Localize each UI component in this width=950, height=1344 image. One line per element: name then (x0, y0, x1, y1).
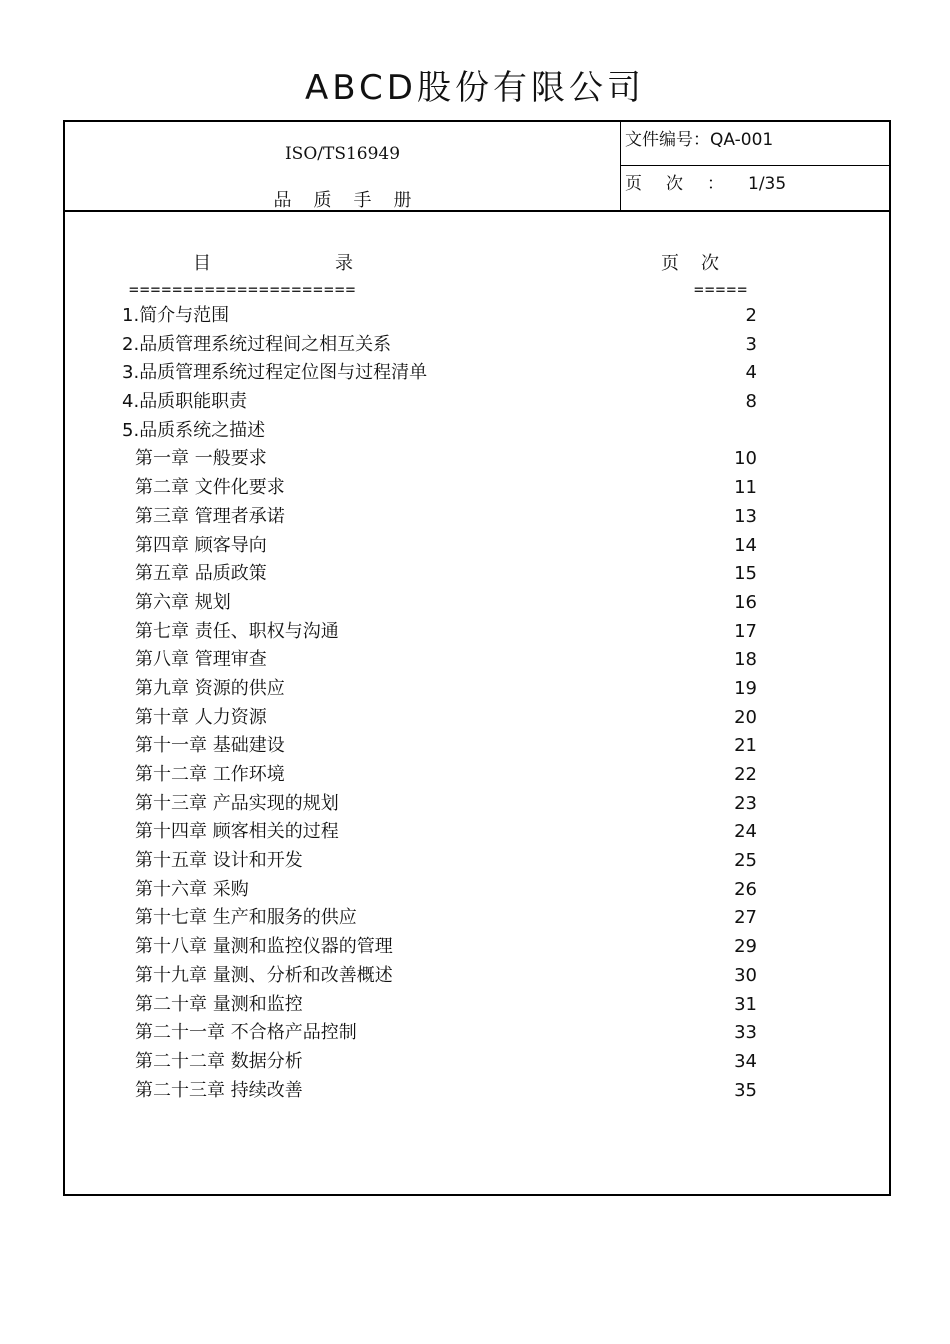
doc-number-label: 文件编号： (625, 130, 710, 150)
toc-entry-text: 第十三章 产品实现的规划 (135, 792, 339, 814)
toc-entry-title (122, 302, 229, 330)
toc-entry-page: 19 (734, 677, 757, 699)
toc-entry-text: 第五章 品质政策 (135, 563, 267, 585)
toc-entry (65, 589, 889, 618)
toc-entry-text: 第十四章 顾客相关的过程 (135, 821, 339, 843)
toc-entry-title (122, 417, 265, 445)
toc-entry (65, 933, 889, 962)
toc-entry-text: 第三章 管理者承诺 (135, 505, 285, 527)
toc-entry-page: 27 (734, 907, 757, 929)
toc-entry-number: 3. (122, 362, 140, 384)
manual-page-frame (63, 120, 891, 1196)
toc-entry-text: 第十一章 基础建设 (135, 735, 285, 757)
toc-entry-page: 17 (734, 620, 757, 642)
toc-entry (65, 445, 889, 474)
standard-name: ISO/TS16949 (284, 144, 401, 164)
toc-entry-page: 10 (734, 448, 757, 470)
toc-entry (65, 904, 889, 933)
toc-entry-text: 第二章 文件化要求 (135, 477, 285, 499)
toc-entry (65, 1048, 889, 1077)
toc-entry (65, 790, 889, 819)
toc-page-heading: 页次 (661, 253, 741, 274)
toc-entry-title (135, 646, 267, 674)
header-title-cell (65, 122, 621, 210)
toc-entry-text: 第一章 一般要求 (135, 448, 267, 470)
toc-entry (65, 991, 889, 1020)
toc-entry-text: 第十七章 生产和服务的供应 (135, 907, 357, 929)
company-title: ABCD股份有限公司 (305, 68, 645, 108)
toc-entry-page: 26 (734, 878, 757, 900)
toc-entry-title (135, 618, 339, 646)
toc-entry-title (135, 847, 303, 875)
toc-entry-title (135, 876, 249, 904)
toc-entry-page: 16 (734, 591, 757, 613)
toc-entry-title (135, 991, 303, 1019)
toc-entry-title (135, 532, 267, 560)
toc-entry (65, 818, 889, 847)
toc-entry-page: 33 (734, 1022, 757, 1044)
toc-entry-text: 第十二章 工作环境 (135, 764, 285, 785)
toc-entry-number: 5. (122, 419, 140, 441)
doc-number-row (621, 122, 889, 166)
toc-entry-text: 第十九章 量测、分析和改善概述 (135, 964, 393, 986)
document-header (65, 122, 889, 212)
toc-list (65, 302, 889, 1105)
header-info-cell (621, 122, 889, 210)
toc-entry-text: 第十章 人力资源 (135, 706, 267, 728)
toc-entry-text: 品质系统之描述 (139, 419, 266, 441)
toc-entry (65, 1077, 889, 1106)
toc-entry-page: 25 (734, 850, 757, 872)
toc-entry (65, 876, 889, 905)
toc-entry-title (135, 933, 393, 961)
toc-title-rule: ===================== (129, 280, 357, 299)
toc-entry-title (135, 790, 339, 818)
toc-entry (65, 359, 889, 388)
toc-entry-text: 第十八章 量测和监控仪器的管理 (135, 936, 393, 958)
toc-entry-page: 24 (734, 821, 757, 843)
toc-entry-text: 第十六章 采购 (135, 878, 249, 900)
toc-entry-page: 30 (734, 964, 757, 986)
toc-entry-title (135, 818, 339, 846)
toc-entry-page: 14 (734, 534, 757, 556)
toc-entry-page: 20 (734, 706, 757, 728)
toc-entry-text: 第二十一章 不合格产品控制 (135, 1022, 357, 1044)
toc-entry-text: 第二十三章 持续改善 (135, 1079, 303, 1101)
page-number-row (621, 166, 889, 210)
toc-entry-title (135, 589, 231, 617)
toc-entry-page: 23 (734, 792, 757, 814)
doc-number-value: QA-001 (710, 130, 774, 150)
toc-entry-title (135, 1048, 303, 1076)
toc-entry-text: 第九章 资源的供应 (135, 677, 285, 699)
toc-entry-title (135, 732, 285, 760)
toc-entry-title (122, 359, 427, 387)
toc-entry-text: 简介与范围 (139, 305, 230, 326)
toc-entry-page: 22 (734, 764, 757, 785)
toc-entry-text: 第七章 责任、职权与沟通 (135, 620, 339, 642)
toc-entry (65, 704, 889, 733)
toc-entry-text: 第四章 顾客导向 (135, 534, 267, 556)
toc-entry-text: 第十五章 设计和开发 (135, 850, 303, 872)
toc-entry (65, 474, 889, 503)
toc-entry-page: 3 (745, 333, 757, 355)
toc-entry (65, 732, 889, 761)
toc-entry-title (122, 388, 247, 416)
toc-entry-page: 13 (734, 505, 757, 527)
toc-entry-text: 第八章 管理审查 (135, 649, 267, 671)
toc-entry-title (135, 962, 393, 990)
toc-entry-number: 4. (122, 391, 140, 413)
toc-entry (65, 646, 889, 675)
toc-entry-page: 2 (745, 305, 757, 326)
toc-entry-page: 4 (745, 362, 757, 384)
toc-entry-number: 2. (122, 333, 140, 355)
toc-entry-page: 29 (734, 936, 757, 958)
page-number-value: 1/35 (748, 174, 787, 194)
toc-entry (65, 532, 889, 561)
toc-entry (65, 503, 889, 532)
toc-entry-number: 1. (122, 305, 140, 326)
toc-entry-text: 品质职能职责 (139, 391, 248, 413)
page-number-label: 页次： (625, 174, 748, 194)
toc-entry-text: 第六章 规划 (135, 591, 231, 613)
toc-entry (65, 417, 889, 446)
toc-entry-page: 18 (734, 649, 757, 671)
toc-entry (65, 331, 889, 360)
toc-entry (65, 388, 889, 417)
toc-entry-page: 34 (734, 1050, 757, 1072)
toc-entry (65, 962, 889, 991)
toc-entry-title (135, 445, 267, 473)
toc-entry-title (135, 761, 285, 789)
toc-entry-text: 品质管理系统过程间之相互关系 (139, 333, 392, 355)
toc-entry (65, 618, 889, 647)
toc-entry-text: 品质管理系统过程定位图与过程清单 (139, 362, 428, 384)
toc-entry (65, 675, 889, 704)
toc-entry-page: 31 (734, 993, 757, 1015)
toc-entry-title (135, 560, 267, 588)
toc-entry-title (135, 1077, 303, 1105)
toc-entry (65, 847, 889, 876)
toc-entry-page: 8 (745, 391, 757, 413)
toc-entry-title (135, 1019, 357, 1047)
toc-page-rule: ===== (694, 280, 749, 299)
toc-entry-title (135, 503, 285, 531)
toc-contents-heading: 目录 (193, 253, 477, 274)
toc-entry (65, 560, 889, 589)
toc-entry-text: 第二十章 量测和监控 (135, 993, 303, 1015)
toc-entry-page: 21 (734, 735, 757, 757)
toc-entry (65, 302, 889, 331)
toc-entry (65, 1019, 889, 1048)
toc-entry-title (135, 474, 285, 502)
toc-entry-page: 11 (734, 477, 757, 499)
toc-entry-title (135, 704, 267, 732)
toc-entry (65, 761, 889, 790)
manual-title: 品质手册 (273, 190, 434, 211)
toc-entry-title (135, 904, 357, 932)
toc-entry-title (122, 331, 391, 359)
toc-entry-page: 15 (734, 563, 757, 585)
toc-entry-title (135, 675, 285, 703)
toc-entry-page: 35 (734, 1079, 757, 1101)
toc-entry-text: 第二十二章 数据分析 (135, 1050, 303, 1072)
